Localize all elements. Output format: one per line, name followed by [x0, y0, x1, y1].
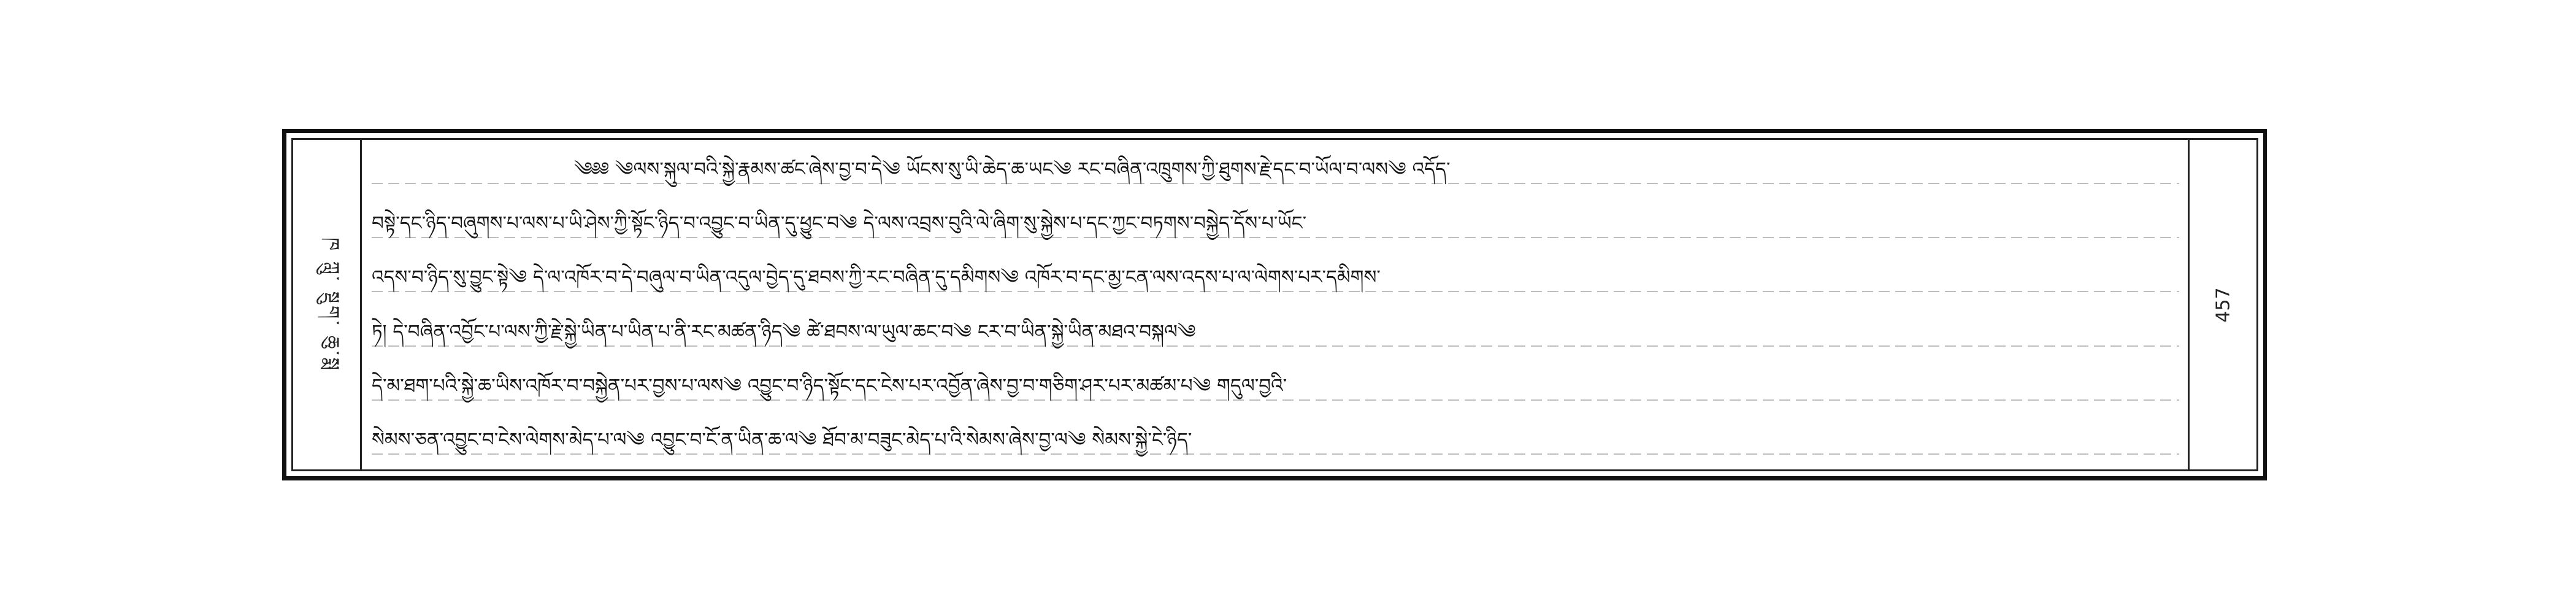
- text-line-2: [372, 204, 2179, 243]
- text-line-6: [372, 420, 2179, 460]
- text-line-4-content: ཏེ། དེ་བཞིན་འབྱོང་པ་ལས་ཀྱི་རྗེ་སྐྱེ་ཡིན་པ་ཡིན་པ་ནི་རང་མཚན་ཉིད༄ ཚེ་ཐབས་ལ་ཡུལ་ཆང་བ༄ ངར་བ་ཡིན་སྐྱེ་ཡིན་མཐའ་བསྐལ༄: [372, 320, 1196, 343]
- text-line-4: [372, 312, 2179, 352]
- line-rule: [372, 453, 2179, 455]
- right-margin-panel: [2188, 140, 2256, 469]
- text-line-2-content: བསྟེ་དང་ཉིད་བཞུགས་པ་ལས་པ་ཡི་ཤེས་ཀྱི་སྟོང་ཉིད་བ་འབྱུང་བ་ཡིན་དུ་ཕྱུང་བ༄ དེ་ལས་འབྲས་བུའི་ལེ་ཞིག་སུ་སྐྱེས་པ་དང་ཀྱང་བཏགས་བསྐྱེད་དོས་པ་ཡོང་: [372, 212, 1307, 235]
- text-line-1-content: ༄༅༅ ༄ལས་སྐུལ་བའི་སྐྱེ་རྣམས་ཚང་ཞེས་བྱ་བ་དེ༄ ཡོངས་སུ་ཡི་ཆེད་ཆ་ཡང༄ རང་བཞིན་འཁྲུགས་ཀྱི་ཐུགས་རྗེ་དང་བ་ཡོལ་བ་ལས༄ འདོད་: [574, 158, 1451, 180]
- line-rule: [372, 399, 2179, 401]
- margin-label: ཁ ཀླུ་ སྡུག་ ཆུ་སྨ: [321, 237, 343, 372]
- page-number: 457: [2212, 287, 2234, 323]
- tibetan-text-block: [372, 150, 2179, 460]
- line-rule: [372, 291, 2179, 292]
- line-rule: [372, 237, 2179, 238]
- inner-border: [291, 138, 2258, 471]
- text-line-1: [372, 150, 2179, 189]
- text-line-3: [372, 258, 2179, 297]
- line-rule: [372, 183, 2179, 184]
- left-margin-panel: [293, 140, 362, 469]
- text-line-5: [372, 366, 2179, 406]
- pecha-folio-frame: [282, 129, 2267, 480]
- line-rule: [372, 345, 2179, 347]
- text-line-5-content: དེ་མ་ཐག་པའི་སྐྱེ་ཆ་ཡིས་འཁོར་བ་བསྐྱེན་པར་བྱས་པ་ལས༄ འབྱུང་བ་ཉིད་སྟོང་དང་ངེས་པར་འབྱོན་ཞེས་བྱ་བ་གཅིག་ཤར་པར་མཚམ་པ༄ གདུལ་བྱའི་: [372, 374, 1287, 397]
- text-line-6-content: སེམས་ཅན་འབྱུང་བ་ངེས་ལེགས་མེད་པ་ལ༄ འབྱུང་བ་ངོ་ན་ཡིན་ཆ་ལ༄ ཐོབ་མ་བཟུང་མེད་པ་འི་སེམས་ཞེས་བྱ་ལ༄ སེམས་སྐྱེ་ངེ་ཉིད་: [372, 428, 1192, 451]
- text-line-3-content: འདས་བ་ཉིད་སུ་བྱུང་སྟེ༄ དེ་ལ་འཁོར་བ་དེ་བཞུལ་བ་ཡིན་འདུལ་བྱེད་དུ་ཐབས་ཀྱི་རང་བཞིན་དུ་དམིགས༄ འཁོར་བ་དང་མྱ་ངན་ལས་འདས་པ་ལ་ལེགས་པར་དམིགས་: [372, 266, 1381, 289]
